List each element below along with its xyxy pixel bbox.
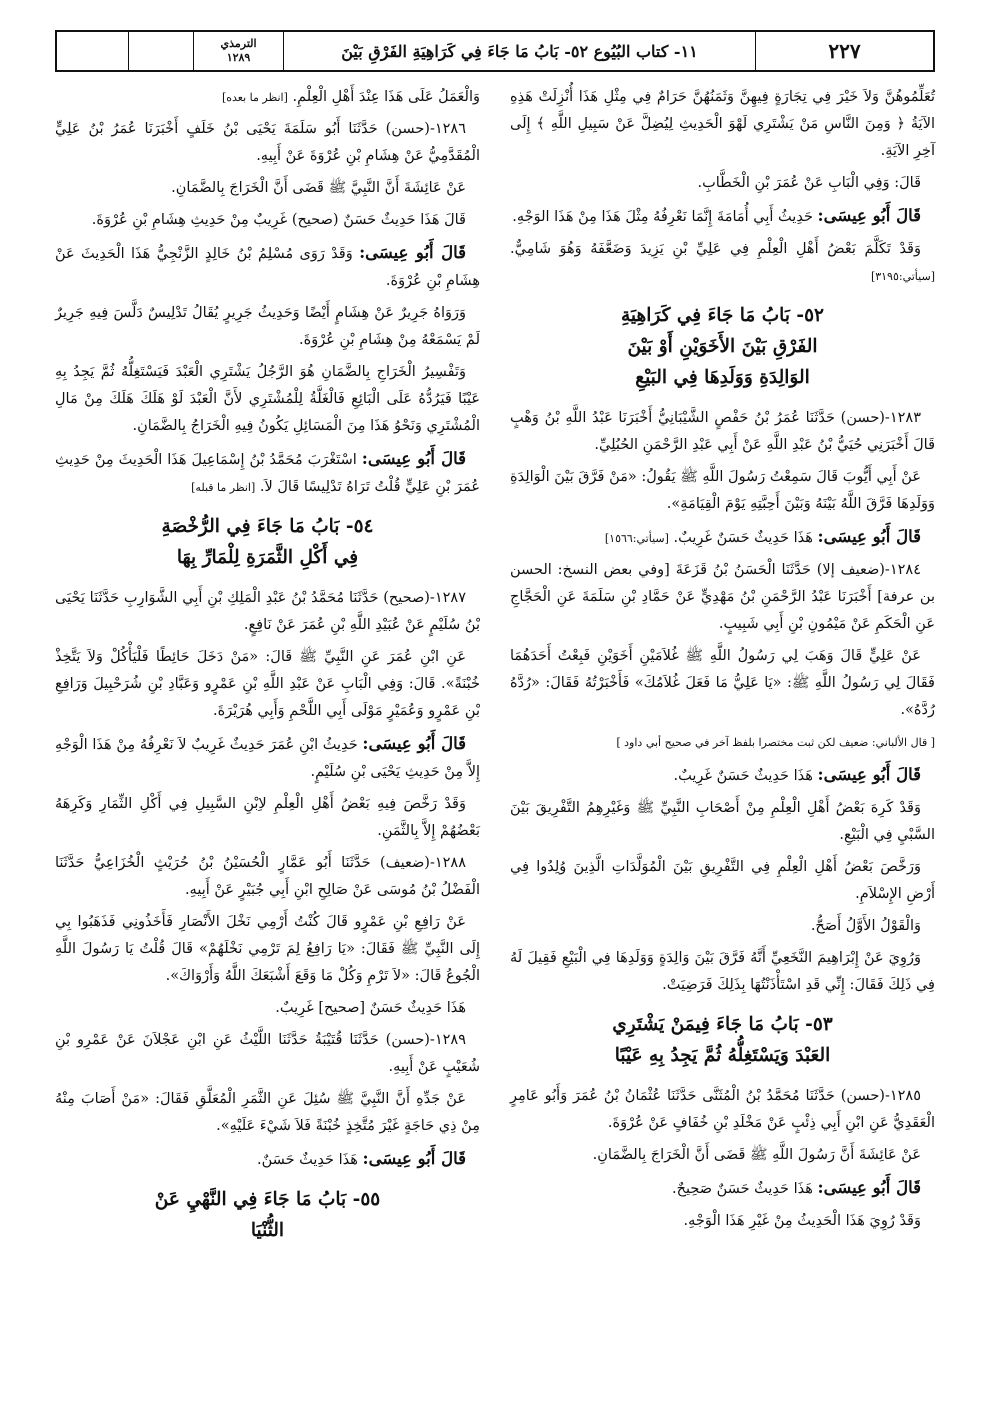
paragraph	[510, 761, 935, 790]
abu-isa-label: قَالَ أَبُو عِيسَى:	[817, 1178, 921, 1197]
abu-isa-label: قَالَ أَبُو عِيسَى:	[817, 206, 921, 225]
paragraph: وَتَفْسِيرُ الْخَرَاجِ بِالضَّمَانِ هُوَ الرَّجُلُ يَشْتَرِي الْعَبْدَ فَيَسْتَغِلُّهُ ثُمَّ يَجِدُ بِهِ عَيْبًا فَيَرُدُّهُ عَلَى الْبَائِعِ فَالْغَلَّةُ لِلْمُشْتَرِي لأَنَّ الْعَبْدَ لَوْ هَلَكَ هَلَكَ مِنْ مَالِ الْمُشْتَرِي وَنَحْوُ هَذَا مِنَ الْمَسَائِلِ يَكُونُ فِيهِ الْخَرَاجُ بِالضَّمَانِ.	[55, 364, 480, 434]
hadith-grade: قَالَ هَذَا حَدِيثٌ حَسَنٌ (صحيح) غَرِيبٌ مِنْ حَدِيثِ هِشَامِ بْنِ عُرْوَةَ.	[91, 212, 466, 228]
chapter-line: الوَالِدَةِ وَوَلَدِهَا فِي البَيْعِ	[635, 367, 810, 388]
hadith-isnad: ١٢٨٦-(حسن) حَدَّثَنَا أَبُو سَلَمَةَ يَحْيَى بْنُ خَلَفٍ أَخْبَرَنَا عُمَرُ بْنُ عَلِيٍّ الْمُقَدَّمِيُّ عَنْ هِشَامِ بْنِ عُرْوَةَ عَنْ أَبِيهِ.	[55, 121, 480, 164]
chapter-line: الثُّنْيَا	[250, 1220, 285, 1241]
paragraph-text: وَالْعَمَلُ عَلَى هَذَا عِنْدَ أَهْلِ الْعِلْمِ.	[292, 89, 480, 105]
hadith-matn: عَنْ عَلِيٍّ قَالَ وَهَبَ لِي رَسُولُ اللَّهِ ﷺ غُلاَمَيْنِ أَخَوَيْنِ فَبِعْتُ أَحَدَهُمَا فَقَالَ لِي رَسُولُ اللَّهِ ﷺ: «يَا عَلِيُّ مَا فَعَلَ غُلاَمُكَ» فَأَخْبَرْتُهُ فَقَالَ: «رُدَّهُ رُدَّهُ».	[510, 648, 935, 718]
chapter-line: العَبْدَ وَيَسْتَغِلُّهُ ثُمَّ يَجِدُ بِهِ عَيْبًا	[614, 1045, 831, 1066]
chapter-heading-52	[510, 300, 935, 393]
hadith-grade: حَدِيثُ ابْنِ عُمَرَ حَدِيثٌ غَرِيبٌ لاَ نَعْرِفُهُ مِنْ هَذَا الْوَجْهِ إِلاَّ مِنْ حَدِيثِ يَحْيَى بْنِ سُلَيْمٍ.	[55, 737, 480, 780]
hadith-grade: هَذَا حَدِيثٌ حَسَنٌ صَحِيحٌ.	[671, 1181, 813, 1197]
paragraph	[510, 202, 935, 231]
book-page	[55, 30, 935, 1365]
paragraph: قَالَ: وَفِي الْبَابِ عَنْ عُمَرَ بْنِ الْخَطَّابِ.	[697, 175, 921, 191]
chapter-line: ٥٣- بَابُ مَا جَاءَ فِيمَنْ يَشْتَرِي	[612, 1014, 833, 1035]
header-empty-cell	[57, 32, 128, 70]
chapter-line: الفَرْقِ بَيْنَ الأَخَوَيْنِ أَوْ بَيْنَ	[627, 336, 818, 357]
page-header	[55, 30, 935, 72]
paragraph: تُعَلِّمُوهُنَّ وَلاَ خَيْرَ فِي تِجَارَةٍ فِيهِنَّ وَثَمَنُهُنَّ حَرَامٌ فِي مِثْلِ هَذَا أُنْزِلَتْ هَذِهِ الآيَةُ ﴿ وَمِنَ النَّاسِ مَنْ يَشْتَرِي لَهْوَ الْحَدِيثِ لِيُضِلَّ عَنْ سَبِيلِ اللَّهِ ﴾ إِلَى آخِرِ الآيَةِ.	[510, 89, 935, 159]
paragraph: وَقَدْ كَرِهَ بَعْضُ أَهْلِ الْعِلْمِ مِنْ أَصْحَابِ النَّبِيِّ ﷺ وَغَيْرِهِمُ التَّفْرِيقَ بَيْنَ السَّبْيِ فِي الْبَيْعِ.	[510, 800, 935, 843]
hadith-matn: عَنْ عَائِشَةَ أَنَّ النَّبِيَّ ﷺ قَضَى أَنَّ الْخَرَاجَ بِالضَّمَانِ.	[171, 180, 466, 196]
chapter-heading-53	[510, 1009, 935, 1071]
hadith-matn: عَنْ جَدِّهِ أَنَّ النَّبِيَّ ﷺ سُئِلَ عَنِ الثَّمَرِ الْمُعَلَّقِ فَقَالَ: «مَنْ أَصَابَ مِنْهُ مِنْ ذِي حَاجَةٍ غَيْرَ مُتَّخِذٍ خُبْنَةً فَلاَ شَيْءَ عَلَيْهِ».	[55, 1091, 480, 1134]
hadith-grade: هَذَا حَدِيثٌ حَسَنٌ غَرِيبٌ.	[673, 530, 813, 546]
hadith-isnad: ١٢٨٣-(حسن) حَدَّثَنَا عُمَرُ بْنُ حَفْصٍ الشَّيْبَانِيُّ أَخْبَرَنَا عَبْدُ اللَّهِ بْنُ وَهْبٍ قَالَ أَخْبَرَنِي حُيَيُّ بْنُ عَبْدِ اللَّهِ عَنْ أَبِي عَبْدِ الرَّحْمَنِ الحُبُلِيِّ.	[510, 410, 935, 453]
hadith-grade: هَذَا حَدِيثٌ حَسَنٌ غَرِيبٌ.	[673, 768, 813, 784]
paragraph	[510, 236, 935, 290]
chapter-line: فِي أَكْلِ الثَّمَرَةِ لِلْمَارِّ بِهَا	[176, 547, 359, 568]
hadith-isnad: ١٢٨٨-(ضعيف) حَدَّثَنَا أَبُو عَمَّارٍ الْحُسَيْنُ بْنُ حُرَيْثٍ الْخُزَاعِيُّ حَدَّثَنَا الْفَضْلُ بْنُ مُوسَى عَنْ صَالِحِ ابْنِ أَبِي جُبَيْرٍ عَنْ أَبِيهِ.	[55, 855, 480, 898]
paragraph: وَرَخَّصَ بَعْضُ أَهْلِ الْعِلْمِ فِي التَّفْرِيقِ بَيْنَ الْمُوَلَّدَاتِ الَّذِينَ وُلِدُوا فِي أَرْضِ الإِسْلاَمِ.	[510, 859, 935, 902]
paragraph-text: حَدِيثُ أَبِي أُمَامَةَ إِنَّمَا نَعْرِفُهُ مِثْلَ هَذَا مِنْ هَذَا الوَجْهِ.	[512, 209, 813, 225]
header-empty-cell	[128, 32, 193, 70]
hadith-grade: هَذَا حَدِيثٌ حَسَنٌ [صحيح] غَرِيبٌ.	[275, 1000, 466, 1016]
hadith-isnad: ١٢٨٥-(حسن) حَدَّثَنَا مُحَمَّدُ بْنُ الْمُثَنَّى حَدَّثَنَا عُثْمَانُ بْنُ عُمَرَ وَأَبُو عَامِرٍ الْعَقَدِيُّ عَنِ ابْنِ أَبِي ذِئْبٍ عَنْ مَخْلَدِ بْنِ خُفَافٍ عَنْ عُرْوَةَ.	[510, 1088, 935, 1131]
hadith-isnad: ١٢٨٤-(ضعيف إلا) حَدَّثَنَا الْحَسَنُ بْنُ قَزَعَةَ [وفي بعض النسخ: الحسن بن عرفة] أَخْبَرَنَا عَبْدُ الرَّحْمَنِ بْنُ مَهْدِيٍّ عَنْ حَمَّادِ بْنِ سَلَمَةَ عَنِ الْحَجَّاجِ عَنِ الْحَكَمِ عَنْ مَيْمُونِ بْنِ أَبِي شَبِيبٍ.	[510, 562, 935, 632]
paragraph-text: وَقَدْ تَكَلَّمَ بَعْضُ أَهْلِ الْعِلْمِ فِي عَلِيِّ بْنِ يَزِيدَ وَضَعَّفَهُ وَهُوَ شَامِيٌّ.	[510, 241, 921, 257]
hadith-grade: هَذَا حَدِيثٌ حَسَنٌ.	[257, 1152, 358, 1168]
paragraph	[55, 1145, 480, 1174]
paragraph	[55, 730, 480, 786]
reference-range: ١٢٨٩	[226, 51, 251, 64]
abu-isa-label: قَالَ أَبُو عِيسَى:	[359, 243, 466, 262]
cross-reference: [سيأتي:٣١٩٥]	[870, 270, 935, 283]
paragraph-text: اسْتَغْرَبَ مُحَمَّدُ بْنُ إِسْمَاعِيلَ هَذَا الْحَدِيثَ مِنْ حَدِيثِ عُمَرَ بْنِ عَلِيٍّ قُلْتُ تَرَاهُ تَدْلِيسًا قَالَ لاَ.	[55, 452, 480, 495]
chapter-line: ٥٥- بَابُ مَا جَاءَ فِي النَّهْيِ عَنْ	[154, 1189, 381, 1210]
abu-isa-label: قَالَ أَبُو عِيسَى:	[361, 449, 467, 468]
abu-isa-label: قَالَ أَبُو عِيسَى:	[817, 765, 921, 784]
cross-reference: [سيأتي:١٥٦٦]	[604, 532, 669, 545]
paragraph: وَالْقَوْلُ الأَوَّلُ أَصَحُّ.	[810, 918, 921, 934]
paragraph	[55, 445, 480, 501]
chapter-line: ٥٤- بَابُ مَا جَاءَ فِي الرُّخْصَةِ	[161, 516, 374, 537]
hadith-isnad: ١٢٨٧-(صحيح) حَدَّثَنَا مُحَمَّدُ بْنُ عَبْدِ الْمَلِكِ بْنِ أَبِي الشَّوَارِبِ حَدَّثَنَا يَحْيَى بْنُ سُلَيْمٍ عَنْ عُبَيْدِ اللَّهِ بْنِ عُمَرَ عَنْ نَافِعٍ.	[55, 590, 480, 633]
albani-note: [ قال الألباني: ضعيف لكن ثبت مختصرا بلفظ آخر في صحيح أبي داود ]	[616, 736, 935, 749]
paragraph	[510, 1174, 935, 1203]
paragraph	[55, 84, 480, 111]
abu-isa-label: قَالَ أَبُو عِيسَى:	[362, 734, 467, 753]
page-number: ٢٢٧	[755, 32, 933, 70]
cross-reference: [انظر ما قبله]	[191, 481, 256, 494]
reference-book: الترمذي	[220, 37, 257, 50]
hadith-matn: عَنِ ابْنِ عُمَرَ عَنِ النَّبِيِّ ﷺ قَالَ: «مَنْ دَخَلَ حَائِطًا فَلْيَأْكُلْ وَلاَ يَتَّخِذْ خُبْنَةً». قَالَ: وَفِي الْبَابِ عَنْ عَبْدِ اللَّهِ بْنِ عَمْرٍو وَعَبَّادِ بْنِ شُرَحْبِيلَ وَرَافِعِ بْنِ عَمْرٍو وَعُمَيْرٍ مَوْلَى أَبِي اللَّحْمِ وَأَبِي هُرَيْرَةَ.	[55, 649, 480, 719]
right-column	[510, 84, 935, 1364]
paragraph	[55, 239, 480, 295]
chapter-line: ٥٢- بَابُ مَا جَاءَ فِي كَرَاهِيَةِ	[621, 305, 824, 326]
abu-isa-label: قَالَ أَبُو عِيسَى:	[362, 1149, 466, 1168]
chapter-heading-54	[55, 511, 480, 573]
cross-reference: [انظر ما بعده]	[221, 91, 288, 104]
abu-isa-label: قَالَ أَبُو عِيسَى:	[817, 527, 921, 546]
paragraph: وَرُوِيَ عَنْ إِبْرَاهِيمَ النَّخَعِيِّ أَنَّهُ فَرَّقَ بَيْنَ وَالِدَةٍ وَوَلَدِهَا فِي الْبَيْعِ فَقِيلَ لَهُ فِي ذَلِكَ فَقَالَ: إِنِّي قَدِ اسْتَأْذَنْتُهَا بِذَلِكَ فَرَضِيَتْ.	[510, 950, 935, 993]
paragraph: وَرَوَاهُ جَرِيرٌ عَنْ هِشَامٍ أَيْضًا وَحَدِيثُ جَرِيرٍ يُقَالُ تَدْلِيسٌ دَلَّسَ فِيهِ جَرِيرٌ لَمْ يَسْمَعْهُ مِنْ هِشَامِ بْنِ عُرْوَةَ.	[55, 305, 480, 348]
hadith-matn: عَنْ أَبِي أَيُّوبَ قَالَ سَمِعْتُ رَسُولَ اللَّهِ ﷺ يَقُولُ: «مَنْ فَرَّقَ بَيْنَ الْوَالِدَةِ وَوَلَدِهَا فَرَّقَ اللَّهُ بَيْنَهُ وَبَيْنَ أَحِبَّتِهِ يَوْمَ الْقِيَامَةِ».	[510, 469, 935, 512]
hadith-matn: عَنْ رَافِعِ بْنِ عَمْرٍو قَالَ كُنْتُ أَرْمِي نَخْلَ الأَنْصَارِ فَأَخَذُونِي فَذَهَبُوا بِي إِلَى النَّبِيِّ ﷺ فَقَالَ: «يَا رَافِعُ لِمَ تَرْمِي نَخْلَهُمْ» قَالَ قُلْتُ يَا رَسُولَ اللَّهِ الْجُوعُ قَالَ: «لاَ تَرْمِ وَكُلْ مَا وَقَعَ أَشْبَعَكَ اللَّهُ وَأَرْوَاكَ».	[55, 914, 480, 984]
paragraph	[510, 523, 935, 552]
chapter-heading-55	[55, 1184, 480, 1246]
left-column	[55, 84, 480, 1364]
paragraph: وَقَدْ رُوِيَ هَذَا الْحَدِيثُ مِنْ غَيْرِ هَذَا الْوَجْهِ.	[683, 1213, 921, 1229]
reference-box	[193, 32, 283, 70]
paragraph: وَقَدْ رَخَّصَ فِيهِ بَعْضُ أَهْلِ الْعِلْمِ لاِبْنِ السَّبِيلِ فِي أَكْلِ الثِّمَارِ وَكَرِهَهُ بَعْضُهُمْ إِلاَّ بِالثَّمَنِ.	[55, 796, 480, 839]
paragraph-text: وَقَدْ رَوَى مُسْلِمُ بْنُ خَالِدٍ الزَّنْجِيُّ هَذَا الْحَدِيثَ عَنْ هِشَامِ بْنِ عُرْوَةَ.	[55, 246, 480, 289]
running-title: ١١- كتاب البُيُوع ٥٢- بَابُ مَا جَاءَ فِي كَرَاهِيَةِ الفَرْقِ بَيْنَ	[283, 32, 755, 70]
hadith-isnad: ١٢٨٩-(حسن) حَدَّثَنَا قُتَيْبَةُ حَدَّثَنَا اللَّيْثُ عَنِ ابْنِ عَجْلاَنَ عَنْ عَمْرِو بْنِ شُعَيْبٍ عَنْ أَبِيهِ.	[55, 1032, 480, 1075]
hadith-matn: عَنْ عَائِشَةَ أَنَّ رَسُولَ اللَّهِ ﷺ قَضَى أَنَّ الْخَرَاجَ بِالضَّمَانِ.	[592, 1147, 921, 1163]
